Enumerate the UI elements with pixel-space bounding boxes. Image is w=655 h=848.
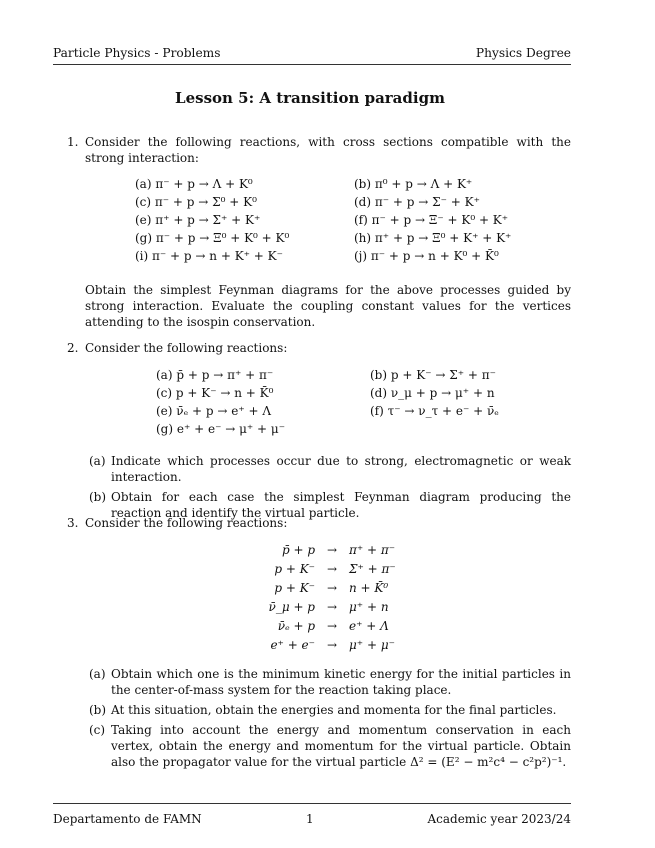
reaction-2a: (a) p̄ + p → π⁺ + π⁻ bbox=[156, 368, 274, 382]
footer-right: Academic year 2023/24 bbox=[427, 812, 571, 826]
page-title: Lesson 5: A transition paradigm bbox=[175, 89, 445, 107]
arrow-icon: → bbox=[326, 581, 338, 595]
header-left: Particle Physics - Problems bbox=[53, 46, 221, 60]
equation-lhs: p̄ + p bbox=[281, 543, 315, 557]
problem-1-number: 1. bbox=[67, 135, 79, 149]
problem-3-number: 3. bbox=[67, 516, 79, 530]
equation-rhs: Σ⁺ + π⁻ bbox=[349, 562, 396, 576]
reaction-1d: (d) π⁻ + p → Σ⁻ + K⁺ bbox=[354, 195, 480, 209]
problem-2-reactions-right bbox=[370, 367, 499, 421]
equation-lhs: e⁺ + e⁻ bbox=[270, 638, 315, 652]
problem-3-item-a bbox=[89, 666, 571, 698]
arrow-icon: → bbox=[326, 619, 338, 633]
equation-row bbox=[253, 637, 396, 656]
problem-3-intro: Consider the following reactions: bbox=[85, 516, 288, 530]
arrow-icon: → bbox=[326, 543, 338, 557]
arrow-icon: → bbox=[326, 638, 338, 652]
problem-1-reactions-left bbox=[135, 176, 289, 266]
problem-1-outro bbox=[53, 282, 571, 330]
item-text: Obtain for each case the simplest Feynman diagram producing the reaction and identify the virtual particle. bbox=[111, 490, 571, 520]
problem-3-item-c bbox=[89, 722, 571, 770]
reaction-2e: (e) ν̄ₑ + p → e⁺ + Λ bbox=[156, 404, 272, 418]
problem-2-items bbox=[89, 453, 571, 521]
arrow-icon: → bbox=[326, 600, 338, 614]
problem-3-items bbox=[89, 666, 571, 770]
equation-rhs: π⁺ + π⁻ bbox=[349, 543, 396, 557]
equation-row bbox=[253, 599, 396, 618]
problem-1 bbox=[53, 134, 571, 166]
reaction-2f: (f) τ⁻ → ν_τ + e⁻ + ν̄ₑ bbox=[370, 404, 499, 418]
equation-row bbox=[253, 580, 396, 599]
problem-2-intro: Consider the following reactions: bbox=[85, 341, 288, 355]
problem-3-equations bbox=[253, 542, 396, 656]
item-text: Taking into account the energy and momentum conservation in each vertex, obtain the energy and momentum for the virtual particle. Obtain also the propagator value for the virtual particle Δ² = (E² − m²c⁴ − c²p²)⁻¹. bbox=[111, 723, 571, 769]
problem-2-item-a bbox=[89, 453, 571, 485]
footer-left: Departamento de FAMN bbox=[53, 812, 202, 826]
problem-1-reactions-right bbox=[354, 176, 511, 266]
page-number: 1 bbox=[306, 812, 314, 826]
equation-row bbox=[253, 542, 396, 561]
equation-row bbox=[253, 561, 396, 580]
equation-rhs: n + K̄⁰ bbox=[349, 581, 389, 595]
reaction-1e: (e) π⁺ + p → Σ⁺ + K⁺ bbox=[135, 213, 261, 227]
equation-lhs: ν̄_μ + p bbox=[268, 600, 315, 614]
reaction-1f: (f) π⁻ + p → Ξ⁻ + K⁰ + K⁺ bbox=[354, 213, 509, 227]
arrow-icon: → bbox=[326, 562, 338, 576]
problem-2-reactions-left bbox=[156, 367, 285, 439]
item-text: At this situation, obtain the energies and momenta for the final particles. bbox=[111, 703, 557, 717]
equation-lhs: ν̄ₑ + p bbox=[277, 619, 315, 633]
reaction-1i: (i) π⁻ + p → n + K⁺ + K⁻ bbox=[135, 249, 283, 263]
item-text: Indicate which processes occur due to strong, electromagnetic or weak interaction. bbox=[111, 454, 571, 484]
item-label: (a) bbox=[89, 454, 106, 468]
reaction-1c: (c) π⁻ + p → Σ⁰ + K⁰ bbox=[135, 195, 257, 209]
reaction-1b: (b) π⁰ + p → Λ + K⁺ bbox=[354, 177, 473, 191]
item-label: (a) bbox=[89, 667, 106, 681]
problem-3 bbox=[53, 515, 571, 531]
reaction-2b: (b) p + K⁻ → Σ⁺ + π⁻ bbox=[370, 368, 496, 382]
problem-2 bbox=[53, 340, 571, 356]
equation-row bbox=[253, 618, 396, 637]
problem-1-outro-text: Obtain the simplest Feynman diagrams for the above processes guided by strong interaction. Evaluate the coupling constant values for the vertices attending to the isospin conservation. bbox=[85, 283, 571, 329]
item-label: (b) bbox=[89, 490, 107, 504]
problem-1-intro: Consider the following reactions, with cross sections compatible with the strong interaction: bbox=[85, 135, 571, 165]
reaction-1g: (g) π⁻ + p → Ξ⁰ + K⁰ + K⁰ bbox=[135, 231, 290, 245]
reaction-1h: (h) π⁺ + p → Ξ⁰ + K⁺ + K⁺ bbox=[354, 231, 512, 245]
reaction-2c: (c) p + K⁻ → n + K̄⁰ bbox=[156, 386, 274, 400]
equation-rhs: μ⁺ + n bbox=[349, 600, 389, 614]
reaction-1j: (j) π⁻ + p → n + K⁰ + K̄⁰ bbox=[354, 249, 499, 263]
item-label: (b) bbox=[89, 703, 107, 717]
reaction-2d: (d) ν_μ + p → μ⁺ + n bbox=[370, 386, 495, 400]
equation-lhs: p + K⁻ bbox=[274, 581, 315, 595]
reaction-1a: (a) π⁻ + p → Λ + K⁰ bbox=[135, 177, 253, 191]
item-text: Obtain which one is the minimum kinetic energy for the initial particles in the center-of-mass system for the reaction taking place. bbox=[111, 667, 571, 697]
equation-rhs: μ⁺ + μ⁻ bbox=[349, 638, 395, 652]
equation-lhs: p + K⁻ bbox=[274, 562, 315, 576]
header-right: Physics Degree bbox=[475, 46, 571, 60]
item-label: (c) bbox=[89, 723, 106, 737]
header-rule bbox=[53, 64, 571, 65]
reaction-2g: (g) e⁺ + e⁻ → μ⁺ + μ⁻ bbox=[156, 422, 286, 436]
equation-rhs: e⁺ + Λ bbox=[349, 619, 389, 633]
footer-rule bbox=[53, 803, 571, 804]
problem-3-item-b bbox=[89, 702, 571, 718]
problem-2-number: 2. bbox=[67, 341, 79, 355]
